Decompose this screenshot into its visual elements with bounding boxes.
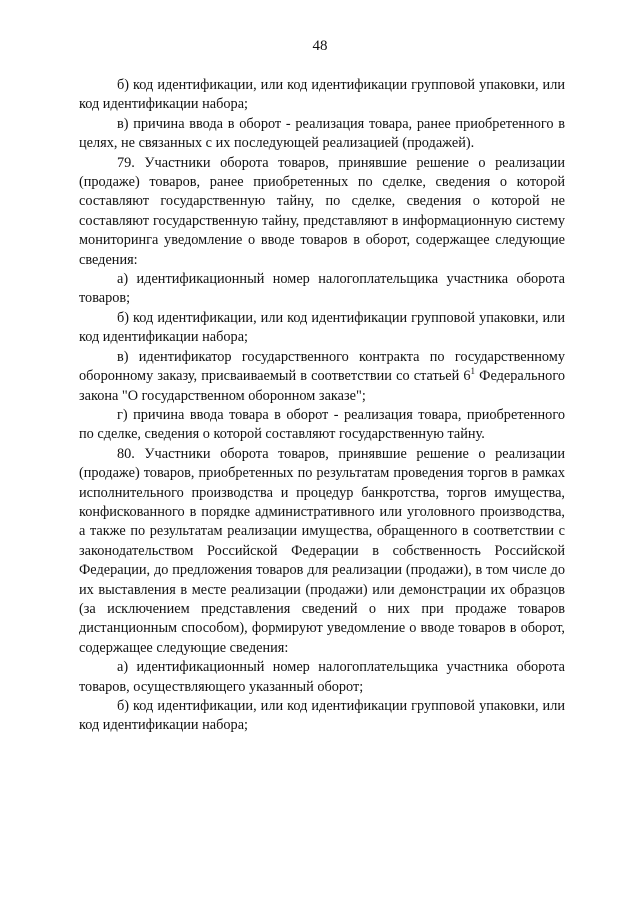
paragraph-g-reason: г) причина ввода товара в оборот - реализация товара, приобретенного по сделке, сведения о которой составляют государственную тайну. — [79, 406, 565, 443]
page-number: 48 — [312, 38, 328, 54]
paragraph-a-inn-2: а) идентификационный номер налогоплательщика участника оборота товаров, осуществляющего указанный оборот; — [79, 659, 565, 695]
document-body — [79, 76, 565, 736]
paragraph-v-contract-id-text: в) идентификатор государственного контракта по государственному оборонному заказу, присваиваемый в соответствии со статьей 6 — [79, 348, 565, 385]
paragraph-79: 79. Участники оборота товаров, принявшие решение о реализации (продаже) товаров, ранее приобретенных по сделке, сведения о которой составляют государственную тайну, по сделке, сведения о которой не составляют государственную тайну, представляют в информационную систему мониторинга уведомление о вводе товаров в оборот, содержащее следующие сведения: — [79, 154, 565, 268]
superscript: 1 — [470, 366, 476, 377]
paragraph-v-contract-id — [79, 348, 565, 406]
paragraph-b-code-1: б) код идентификации, или код идентификации групповой упаковки, или код идентификации набора; — [79, 77, 565, 113]
paragraph-b-code-3: б) код идентификации, или код идентификации групповой упаковки, или код идентификации набора; — [79, 698, 565, 734]
paragraph-80: 80. Участники оборота товаров, принявшие решение о реализации (продаже) товаров, приобретенных по результатам проведения торгов в рамках исполнительного производства и процедур банкротства, торгов имущества, конфискованного в порядке административного или уголовного производства, а также по результатам реализации имущества, обращенного в соответствии с законодательством Российской Федерации в собственность Российской Федерации, до предложения товаров для реализации (продажи), в том числе до их выставления в месте реализации (продажи) или демонстрации их образцов (за исключением представления сведений о них при продаже товаров дистанционным способом), формируют уведомление о вводе товаров в оборот, содержащее следующие сведения: — [79, 445, 565, 656]
paragraph-v-contract-id-law: Федерального закона "О государственном оборонном заказе"; — [79, 368, 565, 404]
paragraph-a-inn-1: а) идентификационный номер налогоплательщика участника оборота товаров; — [79, 271, 565, 307]
paragraph-v-reason: в) причина ввода в оборот - реализация товара, ранее приобретенного в целях, не связанных с их последующей реализацией (продажей). — [79, 115, 565, 152]
paragraph-b-code-2: б) код идентификации, или код идентификации групповой упаковки, или код идентификации набора; — [79, 309, 565, 346]
